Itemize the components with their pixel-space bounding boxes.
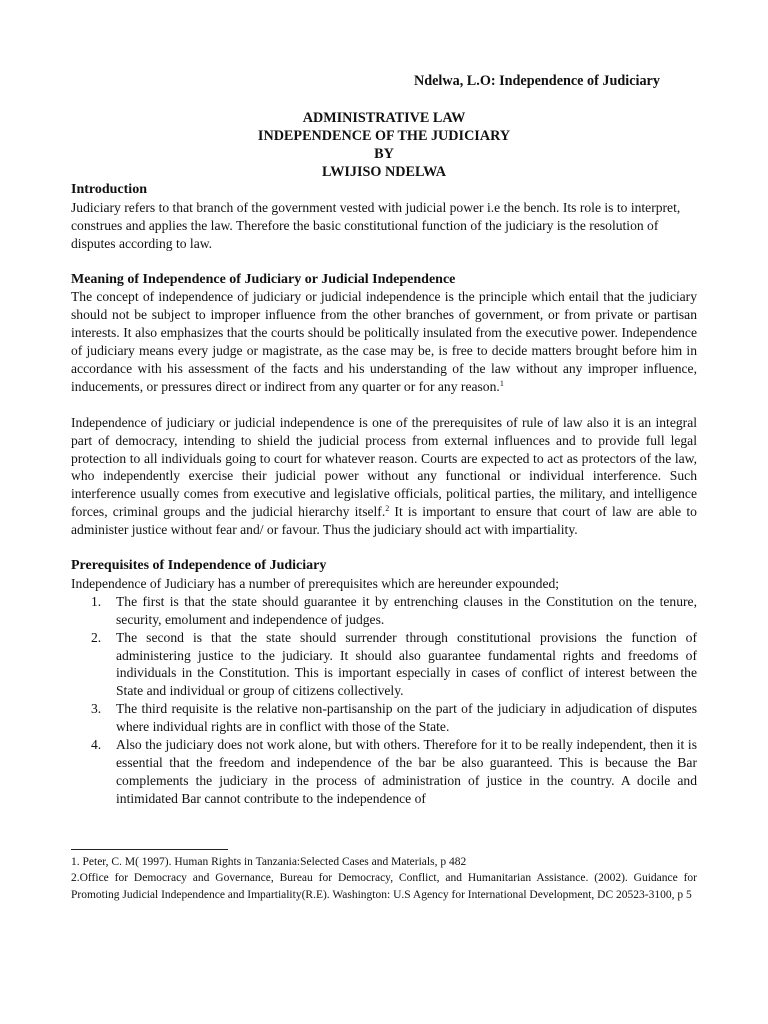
list-item (71, 700, 697, 736)
section-heading-meaning: Meaning of Independence of Judiciary or Judicial Independence (71, 271, 456, 287)
list-item-text: The second is that the state should surrender through constitutional provisions the function of administering justice to the judiciary. It should also guarantee fundamental rights and freedoms of individuals in the Constitution. This is important especially in cases of conflict of interest between the State and individual or group of citizens collectively. (116, 629, 697, 699)
meaning-paragraph-1-text: The concept of independence of judiciary or judicial independence is the principle which entail that the judiciary should not be subject to improper influence from the other branches of government, or from private or partisan interests. It also emphasizes that the courts should be politically insulated from the executive power. Independence of judiciary means every judge or magistrate, as the case may be, is free to decide matters brought before him in accordance with his assessment of the facts and his understanding of the law without any improper influence, inducements, or pressures direct or indirect from any quarter or for any reason. (71, 289, 697, 394)
introduction-paragraph: Judiciary refers to that branch of the government vested with judicial power i.e the bench. Its role is to interpret, construes and applies the law. Therefore the basic constitutional function of the judiciary is the resolution of disputes according to law. (71, 199, 681, 251)
list-item (71, 736, 697, 808)
title-line-by: BY (374, 146, 394, 162)
title-line-subject: ADMINISTRATIVE LAW (302, 110, 466, 126)
list-item-text: The third requisite is the relative non-partisanship on the part of the judiciary in adjudication of disputes where individual rights are in conflict with those of the State. (116, 701, 697, 735)
title-line-topic: INDEPENDENCE OF THE JUDICIARY (257, 128, 511, 144)
paragraph-spacer (71, 539, 697, 557)
meaning-paragraph-2-text: Independence of judiciary or judicial independence is one of the prerequisites of rule of law also it is an integral part of democracy, intending to shield the judicial process from external influences and to provide full legal protection to all individuals going to court for whatever reason. Courts are expected to act as protectors of the law, who independently exercise their judicial power without any functional or individual interference. Such interference usually comes from executive and legislative officials, political parties, the military, and intelligence forces, criminal groups and the judicial hierarchy itself. (71, 414, 697, 520)
list-item-number: 4. (91, 737, 102, 753)
running-header: Ndelwa, L.O: Independence of Judiciary (414, 73, 660, 89)
section-heading-introduction: Introduction (71, 182, 147, 197)
meaning-paragraph-2 (71, 414, 697, 539)
list-item-number: 1. (91, 593, 102, 609)
footnote-1: 1. Peter, C. M( 1997). Human Rights in Tanzania:Selected Cases and Materials, p 482 (71, 856, 467, 868)
paragraph-spacer (71, 396, 697, 414)
list-item-number: 3. (91, 701, 102, 717)
title-line-author: LWIJISO NDELWA (322, 164, 446, 180)
footnote-ref-2: 2 (385, 504, 390, 514)
prerequisites-list (71, 593, 697, 808)
paragraph-spacer (71, 253, 697, 271)
meaning-paragraph-1 (71, 288, 697, 395)
section-heading-prerequisites: Prerequisites of Independence of Judiciary (71, 557, 327, 573)
document-body (71, 181, 697, 808)
list-item-text: Also the judiciary does not work alone, but with others. Therefore for it to be really independent, then it is essential that the freedom and independence of the bar be also guaranteed. This is because the Bar complements the judiciary in the process of administration of justice in the country. A docile and intimidated Bar cannot contribute to the independence of (116, 737, 697, 806)
list-item (71, 593, 697, 629)
title-block (71, 109, 697, 181)
list-item-number: 2. (91, 629, 102, 645)
footnote-divider (71, 849, 228, 850)
list-item-text: The first is that the state should guarantee it by entrenching clauses in the Constitution on the tenure, security, emolument and independence of judges. (116, 593, 697, 627)
prerequisites-intro: Independence of Judiciary has a number of prerequisites which are hereunder expounded; (71, 575, 560, 591)
footnote-2: 2.Office for Democracy and Governance, Bureau for Democracy, Conflict, and Humanitarian Assistance. (2002). Guidance for Promoting Judicial Independence and Impartiality(R.E). Washington: U.S Agency for International Development, DC 20523-3100, p 5 (71, 872, 697, 901)
list-item (71, 629, 697, 701)
footnote-ref-1: 1 (499, 378, 504, 388)
meaning-paragraph-2-continuation: It is important to ensure that court of law are able to administer justice without fear and/ or favour. Thus the judiciary should act with impartiality. (71, 504, 697, 538)
footnotes (71, 854, 697, 903)
